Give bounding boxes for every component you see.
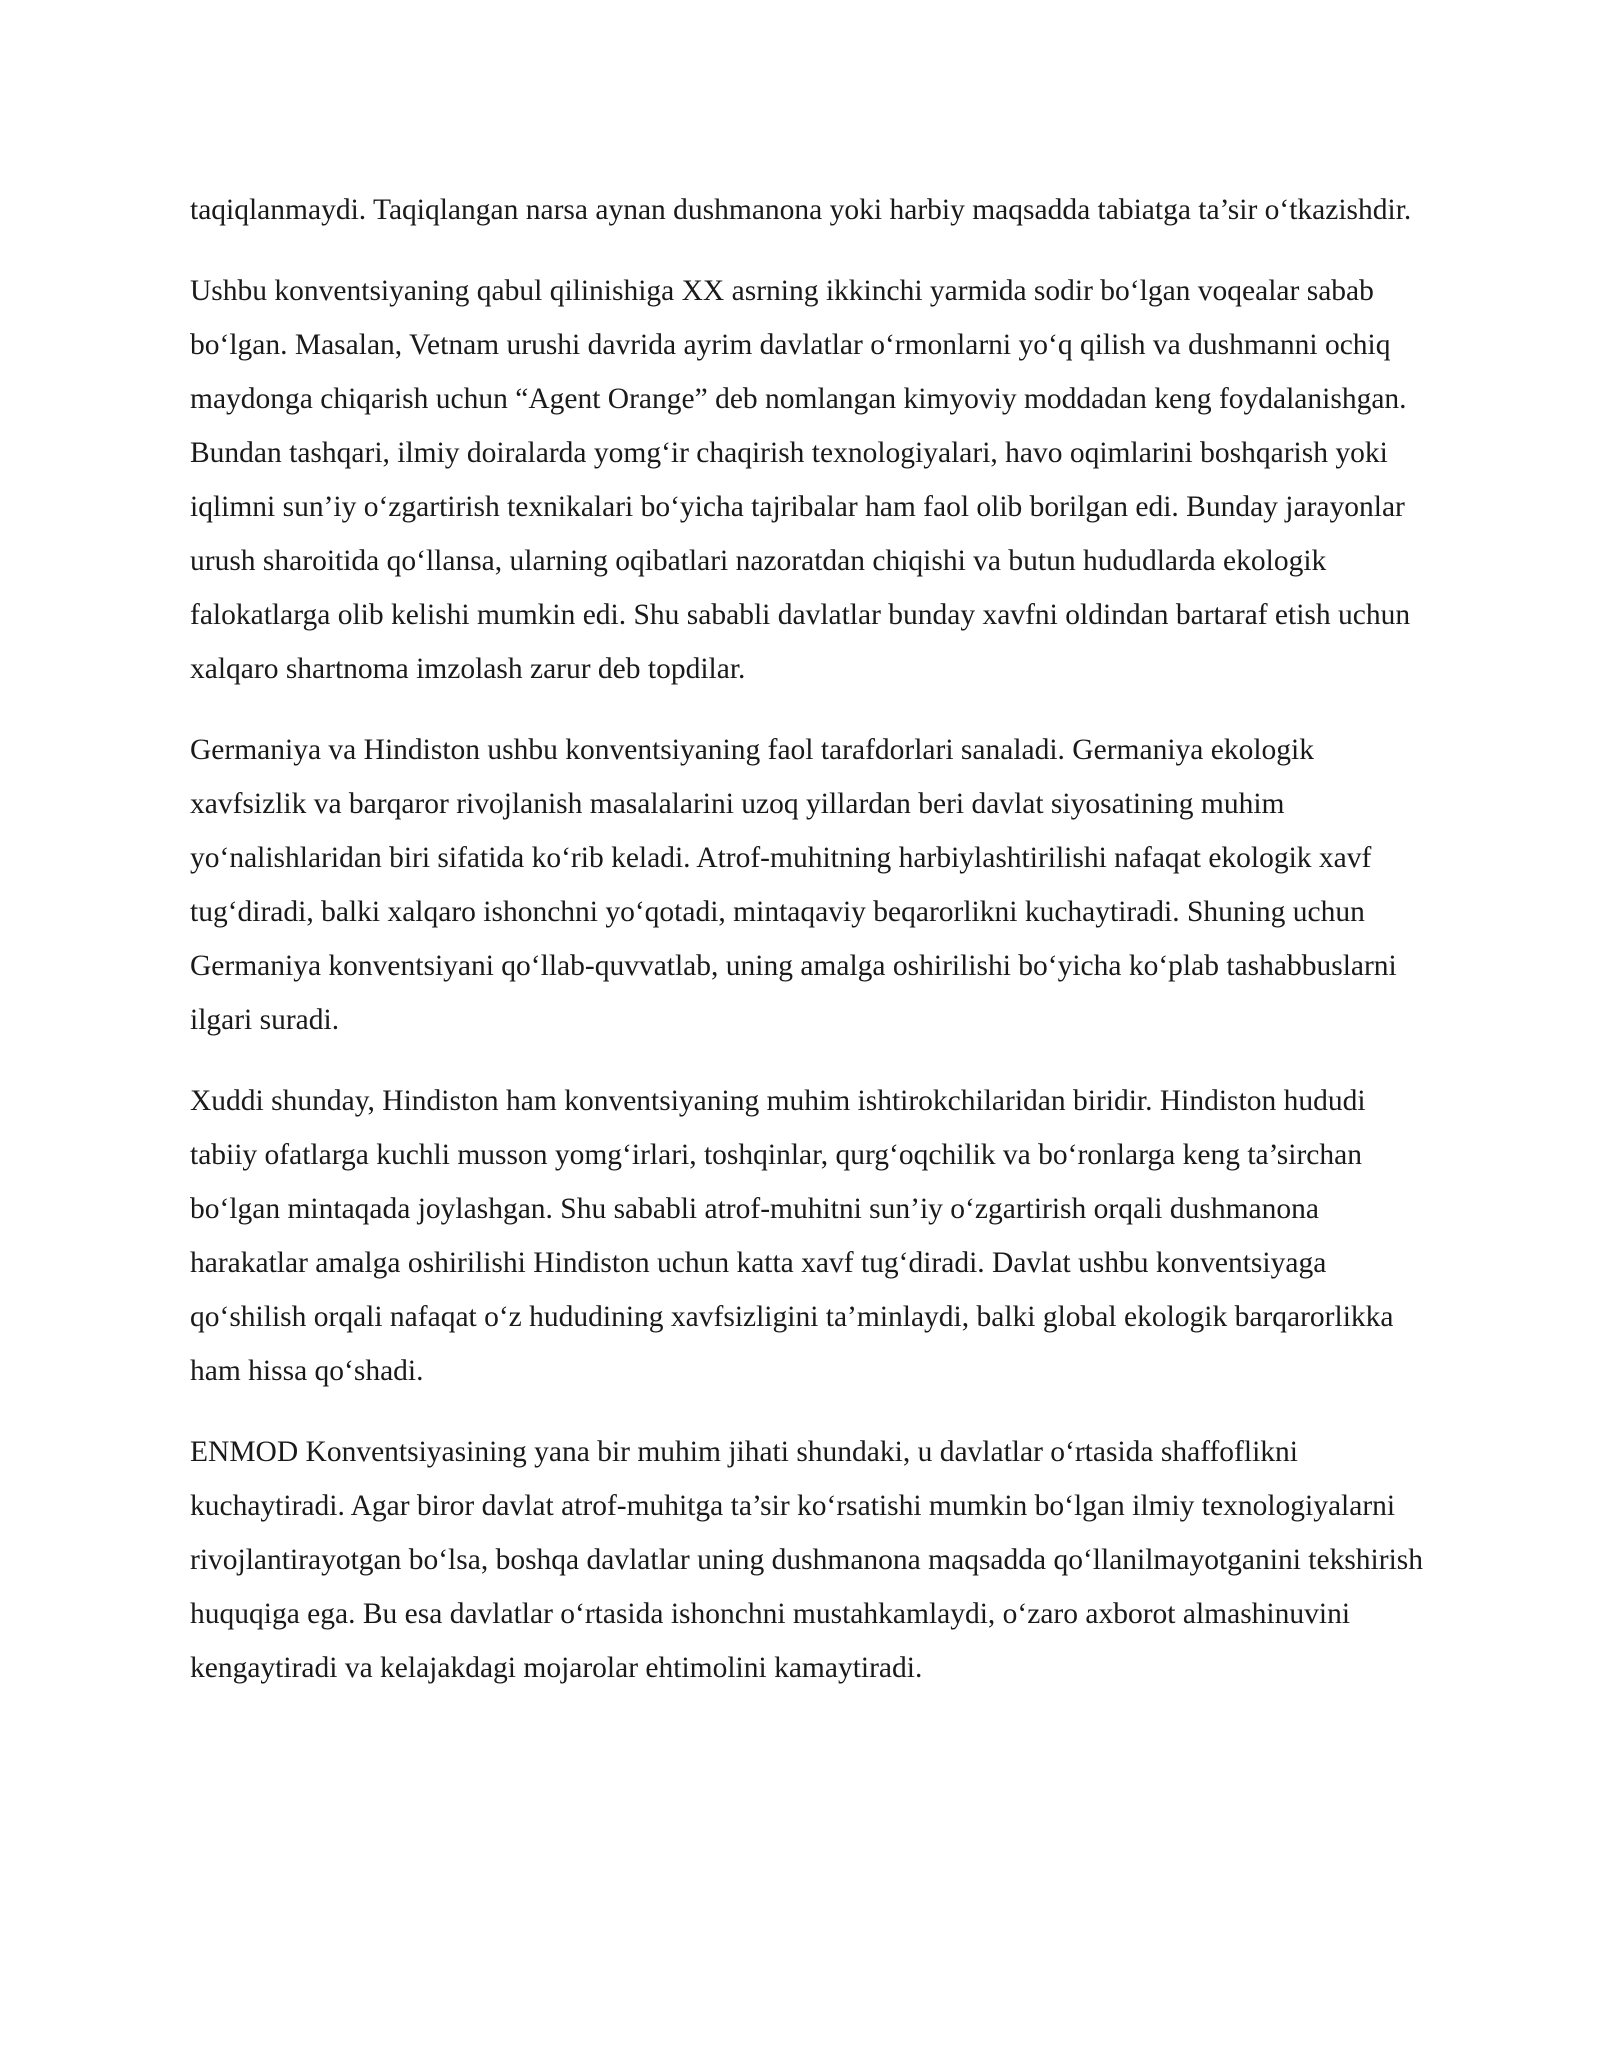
- paragraph-4: Xuddi shunday, Hindiston ham konventsiyaning muhim ishtirokchilaridan biridir. Hindiston hududi tabiiy ofatlarga kuchli musson yomg‘irlari, toshqinlar, qurg‘oqchilik va bo‘ronlarga keng ta’sirchan bo‘lgan mintaqada joylashgan. Shu sababli atrof-muhitni sun’iy o‘zgartirish orqali dushmanona harakatlar amalga oshirilishi Hindiston uchun katta xavf tug‘diradi. Davlat ushbu konventsiyaga qo‘shilish orqali nafaqat o‘z hududining xavfsizligini ta’minlaydi, balki global ekologik barqarorlikka ham hissa qo‘shadi.: [190, 1085, 1394, 1387]
- document-body: [190, 183, 1430, 1722]
- paragraph-1: taqiqlanmaydi. Taqiqlangan narsa aynan dushmanona yoki harbiy maqsadda tabiatga ta’sir o‘tkazishdir.: [190, 194, 1412, 226]
- paragraph-3: Germaniya va Hindiston ushbu konventsiyaning faol tarafdorlari sanaladi. Germaniya ekologik xavfsizlik va barqaror rivojlanish masalalarini uzoq yillardan beri davlat siyosatining muhim yo‘nalishlaridan biri sifatida ko‘rib keladi. Atrof-muhitning harbiylashtirilishi nafaqat ekologik xavf tug‘diradi, balki xalqaro ishonchni yo‘qotadi, mintaqaviy beqarorlikni kuchaytiradi. Shuning uchun Germaniya konventsiyani qo‘llab-quvvatlab, uning amalga oshirilishi bo‘yicha ko‘plab tashabbuslarni ilgari suradi.: [190, 734, 1397, 1036]
- paragraph-5: ENMOD Konventsiyasining yana bir muhim jihati shundaki, u davlatlar o‘rtasida shaffoflikni kuchaytiradi. Agar biror davlat atrof-muhitga ta’sir ko‘rsatishi mumkin bo‘lgan ilmiy texnologiyalarni rivojlantirayotgan bo‘lsa, boshqa davlatlar uning dushmanona maqsadda qo‘llanilmayotganini tekshirish huquqiga ega. Bu esa davlatlar o‘rtasida ishonchni mustahkamlaydi, o‘zaro axborot almashinuvini kengaytiradi va kelajakdagi mojarolar ehtimolini kamaytiradi.: [190, 1436, 1423, 1684]
- paragraph-2: Ushbu konventsiyaning qabul qilinishiga XX asrning ikkinchi yarmida sodir bo‘lgan voqealar sabab bo‘lgan. Masalan, Vetnam urushi davrida ayrim davlatlar o‘rmonlarni yo‘q qilish va dushmanni ochiq maydonga chiqarish uchun “Agent Orange” deb nomlangan kimyoviy moddadan keng foydalanishgan. Bundan tashqari, ilmiy doiralarda yomg‘ir chaqirish texnologiyalari, havo oqimlarini boshqarish yoki iqlimni sun’iy o‘zgartirish texnikalari bo‘yicha tajribalar ham faol olib borilgan edi. Bunday jarayonlar urush sharoitida qo‘llansa, ularning oqibatlari nazoratdan chiqishi va butun hududlarda ekologik falokatlarga olib kelishi mumkin edi. Shu sababli davlatlar bunday xavfni oldindan bartaraf etish uchun xalqaro shartnoma imzolash zarur deb topdilar.: [190, 275, 1411, 685]
